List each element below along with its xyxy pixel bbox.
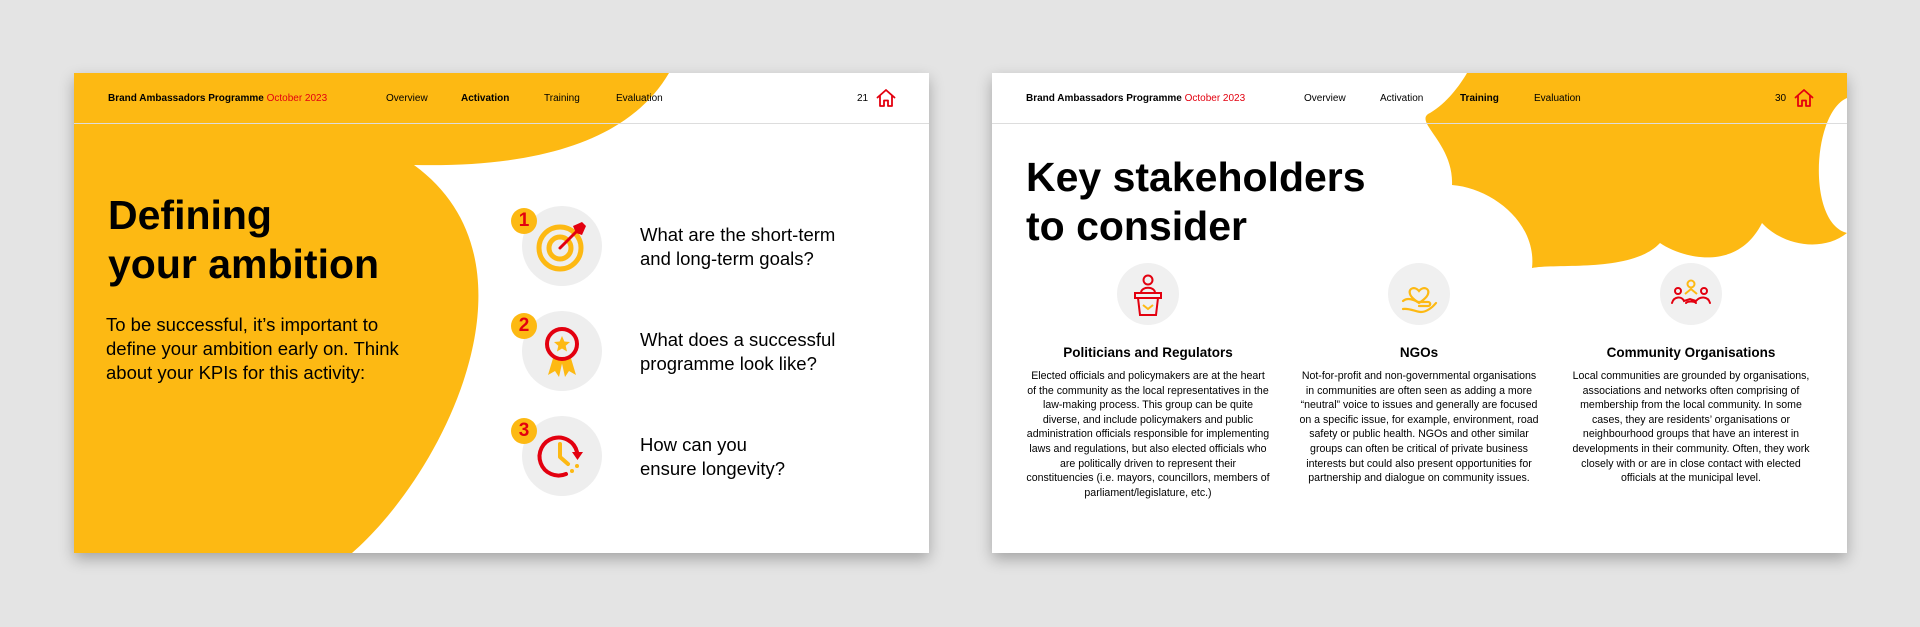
page-title: Defining your ambition [108,192,380,287]
podium-speaker-icon [1117,263,1179,325]
nav-overview[interactable]: Overview [1304,93,1346,104]
step-badge: 2 [511,313,537,339]
header-bar [992,73,1847,124]
step-badge: 3 [511,418,537,444]
stakeholder-description: Elected officials and policymakers are at the heart of the community as the local representatives in the law-making process. This group can be quite diverse, and include policymakers and public administration officials responsible for implementing laws and regulations, but also elected officials who are politically driven to represent their constituencies (i.e. mayors, councillors, members of parliament/legislature, etc.) [1026,370,1270,499]
stakeholder-title: NGOs [1399,345,1439,360]
nav-activation[interactable]: Activation [1380,93,1424,104]
icon-circle [1660,263,1722,325]
nav-training[interactable]: Training [544,93,580,104]
icon-circle [1388,263,1450,325]
page-number: 21 [857,93,869,104]
intro-text: To be successful, it’s important to define your ambition early on. Think about your KPIs for this activity: [106,314,399,383]
icon-circle [1117,263,1179,325]
nav-evaluation[interactable]: Evaluation [1534,93,1581,104]
header-bar [74,73,929,124]
stakeholder-column [1297,263,1541,486]
house-icon[interactable] [1793,87,1815,109]
stakeholder-column [1569,263,1813,486]
brand-label: Brand Ambassadors Programme October 2023 [1026,93,1246,104]
nav-overview[interactable]: Overview [386,93,428,104]
question-text: What does a successful programme look like? [640,329,836,374]
stakeholder-title: Community Organisations [1606,345,1776,360]
nav-activation[interactable]: Activation [461,93,510,104]
hand-heart-icon [1388,263,1450,325]
nav-training[interactable]: Training [1460,93,1499,104]
house-icon[interactable] [875,87,897,109]
page-number: 30 [1775,93,1787,104]
page-title: Key stakeholders to consider [1026,154,1366,249]
slide-defining-ambition [74,73,929,553]
stakeholder-column [1026,263,1270,500]
question-text: How can you ensure longevity? [640,434,786,479]
community-people-icon [1660,263,1722,325]
stakeholder-description: Local communities are grounded by organisations, associations and networks often comprising of membership from the local community. In some cases, they are residents’ organisations or neighbourhood groups that have an interest in developments in their community. Often, they work closely with or are in close contact with elected officials at the municipal level. [1572,370,1810,485]
question-text: What are the short-term and long-term goals? [640,224,836,269]
slide-key-stakeholders [992,73,1847,553]
nav-evaluation[interactable]: Evaluation [616,93,663,104]
stakeholder-title: Politicians and Regulators [1063,345,1233,360]
step-badge: 1 [511,208,537,234]
stakeholder-description: Not-for-profit and non-governmental organisations in communities are often seen as adding a more “neutral” voice to issues and generally are focused on a specific issue, for example, environment, road safety or public health. NGOs and other similar groups can often be critical of private business interests but could also present opportunities for partnership and dialogue on community issues. [1299,370,1539,485]
brand-label: Brand Ambassadors Programme October 2023 [108,93,328,104]
